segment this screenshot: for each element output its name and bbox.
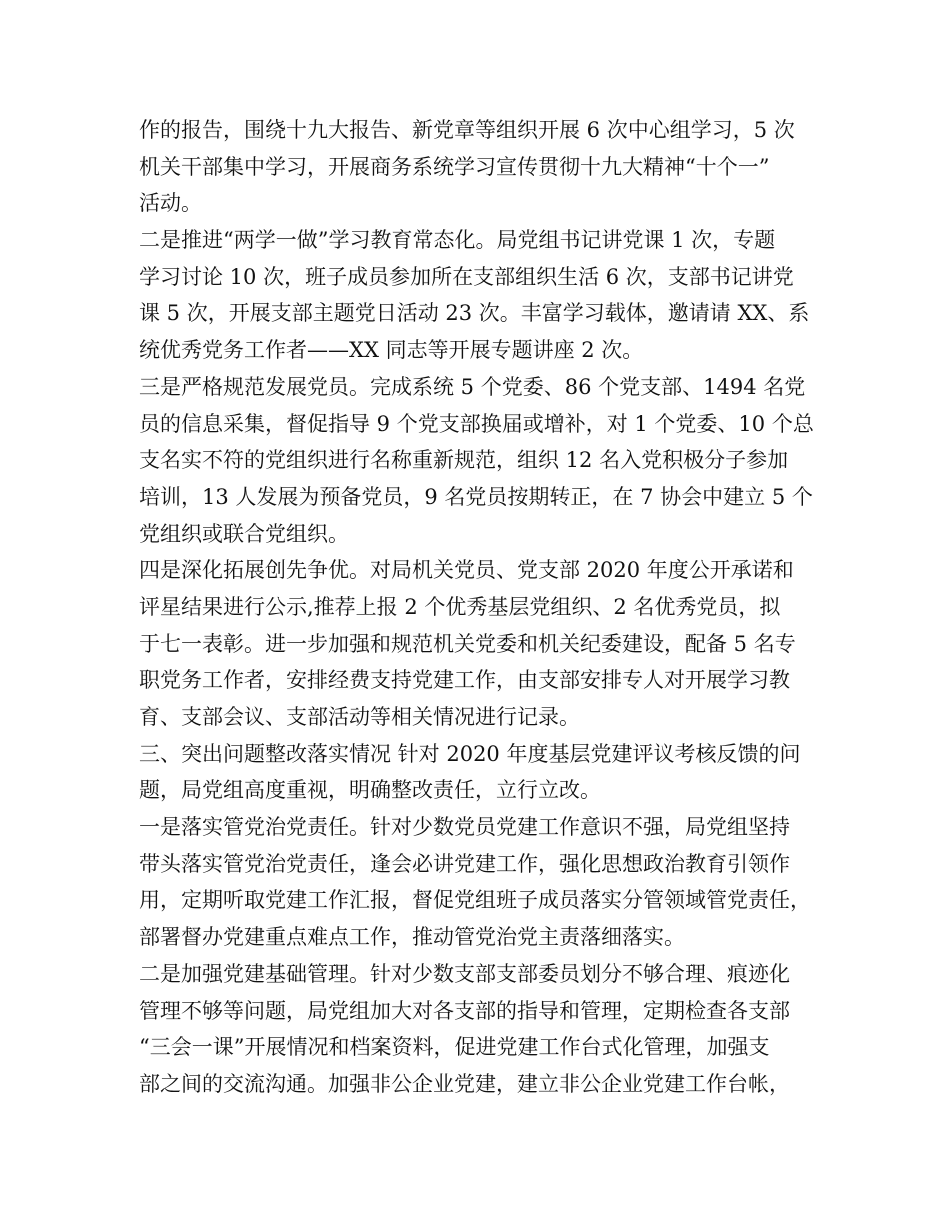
- text-line: 统优秀党务工作者——XX 同志等开展专题讲座 2 次。: [139, 338, 644, 363]
- text-line: 二是加强党建基础管理。针对少数支部支部委员划分不够合理、痕迹化: [139, 961, 790, 986]
- text-line: 育、支部会议、支部活动等相关情况进行记录。: [139, 705, 580, 729]
- text-line: 管理不够等问题，局党组加大对各支部的指导和管理，定期检查各支部: [139, 998, 790, 1023]
- text-line: “三会一课”开展情况和档案资料，促进党建工作台式化管理，加强支: [139, 1035, 770, 1060]
- text-line: 部之间的交流沟通。加强非公企业党建，建立非公企业党建工作台帐，: [139, 1071, 790, 1096]
- text-line: 机关干部集中学习，开展商务系统学习宣传贯彻十九大精神“十个一”: [139, 154, 770, 179]
- text-line: 三、突出问题整改落实情况 针对 2020 年度基层党建评议考核反馈的问: [139, 741, 801, 766]
- text-line: 党组织或联合党组织。: [139, 521, 349, 546]
- document-body: [139, 112, 814, 1103]
- text-line: 三是严格规范发展党员。完成系统 5 个党委、86 个党支部、1494 名党: [139, 374, 806, 399]
- text-line: 员的信息采集，督促指导 9 个党支部换届或增补，对 1 个党委、10 个总: [139, 411, 814, 436]
- text-line: 于七一表彰。进一步加强和规范机关党委和机关纪委建设，配备 5 名专: [139, 631, 796, 656]
- text-line: 课 5 次，开展支部主题党日活动 23 次。丰富学习载体，邀请请 XX、系: [139, 301, 810, 326]
- text-line: 用，定期听取党建工作汇报，督促党组班子成员落实分管领域管党责任，: [139, 888, 811, 913]
- text-line: 支名实不符的党组织进行名称重新规范，组织 12 名入党积极分子参加: [139, 448, 789, 473]
- text-line: 带头落实管党治党责任，逢会必讲党建工作，强化思想政治教育引领作: [139, 851, 790, 876]
- text-line: 培训，13 人发展为预备党员，9 名党员按期转正，在 7 协会中建立 5 个: [139, 484, 813, 509]
- text-line: 部署督办党建重点难点工作，推动管党治党主责落细落实。: [139, 925, 685, 950]
- text-line: 一是落实管党治党责任。针对少数党员党建工作意识不强，局党组坚持: [139, 815, 790, 840]
- text-line: 职党务工作者，安排经费支持党建工作，由支部安排专人对开展学习教: [139, 668, 790, 693]
- text-line: 活动。: [139, 191, 202, 216]
- text-line: 学习讨论 10 次，班子成员参加所在支部组织生活 6 次，支部书记讲党: [139, 264, 794, 289]
- text-line: 四是深化拓展创先争优。对局机关党员、党支部 2020 年度公开承诺和: [139, 558, 794, 583]
- text-line: 二是推进“两学一做”学习教育常态化。局党组书记讲党课 1 次，专题: [139, 228, 776, 253]
- text-line: 作的报告，围绕十九大报告、新党章等组织开展 6 次中心组学习，5 次: [139, 118, 795, 142]
- text-line: 题，局党组高度重视，明确整改责任，立行立改。: [139, 778, 601, 803]
- text-line: 评星结果进行公示,推荐上报 2 个优秀基层党组织、2 名优秀党员，拟: [139, 594, 781, 619]
